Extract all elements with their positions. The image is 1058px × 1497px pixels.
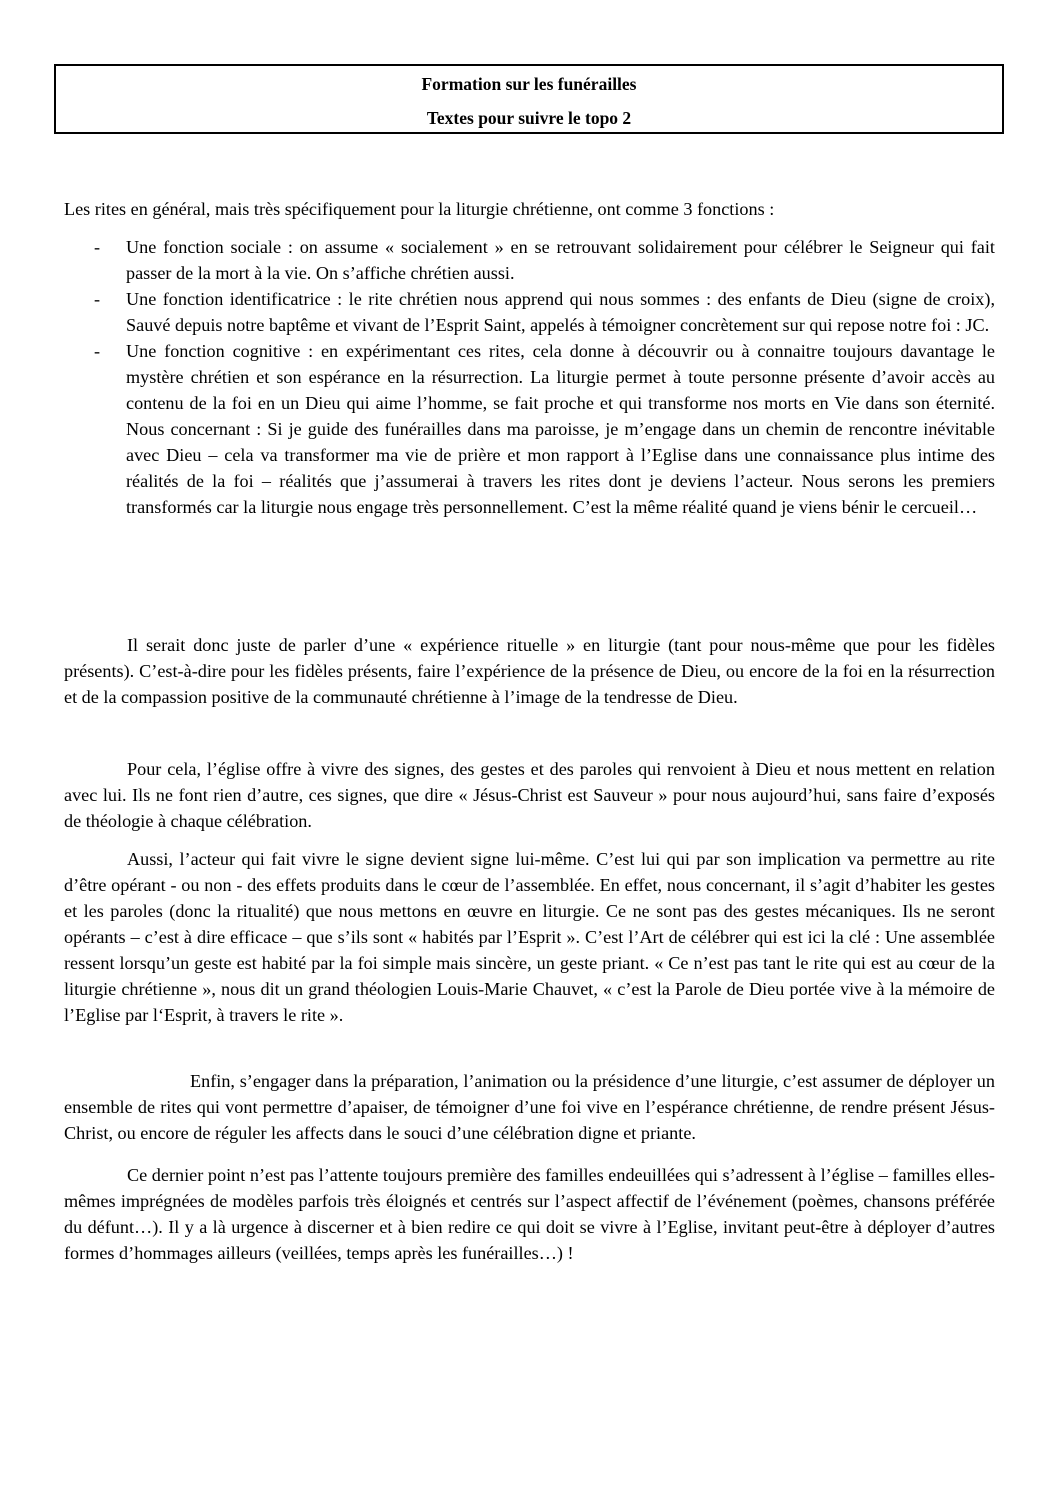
list-item-social-function — [64, 234, 995, 286]
dash-bullet-icon: - — [94, 237, 101, 257]
paragraph-actor: Aussi, l’acteur qui fait vivre le signe devient signe lui-même. C’est lui qui par son implication va permettre au rite d’être opérant - ou non - des effets produits dans le cœur de l’assemblée. En effet, nous concernant, il s’agit d’habiter les gestes et les paroles (donc la ritualité) que nous mettons en œuvre en liturgie. Ce ne sont pas des gestes mécaniques. Ils ne seront opérants – c’est à dire efficace – que s’ils sont « habités par l’Esprit ». C’est l’Art de célébrer qui est ici la clé : Une assemblée ressent lorsqu’un geste est habité par la foi simple mais sincère, un geste priant. « Ce n’est pas tant le rite qui est au cœur de la liturgie chrétienne », nous dit un grand théologien Louis-Marie Chauvet, « c’est la Parole de Dieu portée vive à la mémoire de l’Eglise par l‘Esprit, à travers le rite ». — [64, 849, 995, 1025]
list-item-cognitive-function — [64, 338, 995, 520]
functions-list — [64, 234, 995, 520]
paragraph-engagement: Enfin, s’engager dans la préparation, l’animation ou la présidence d’une liturgie, c’est assumer de déployer un ensemble de rites qui vont permettre d’apaiser, de témoigner d’une foi vive en l’espérance chrétienne, de rendre présent Jésus-Christ, ou encore de réguler les affects dans le souci d’une célébration digne et priante. — [64, 1071, 995, 1143]
paragraph-signs: Pour cela, l’église offre à vivre des signes, des gestes et des paroles qui renvoient à Dieu et nous mettent en relation avec lui. Ils ne font rien d’autre, ces signes, que dire « Jésus-Christ est Sauveur » pour nous aujourd’hui, sans faire d’exposés de théologie à chaque célébration. — [64, 759, 995, 831]
list-item-text: Une fonction identificatrice : le rite chrétien nous apprend qui nous sommes : des enfants de Dieu (signe de croix), Sauvé depuis notre baptême et vivant de l’Esprit Saint, appelés à témoigner concrètement sur qui repose notre foi : JC. — [126, 289, 995, 335]
list-item-text: Une fonction cognitive : en expérimentant ces rites, cela donne à découvrir ou à connaitre toujours davantage le mystère chrétien et son espérance en la résurrection. La liturgie permet à toute personne présente d’avoir accès au contenu de la foi en un Dieu qui aime l’homme, se fait proche et qui transforme nos morts en Vie dans son éternité. Nous concernant : Si je guide des funérailles dans ma paroisse, je m’engage dans un chemin de rencontre inévitable avec Dieu – cela va transformer ma vie de prière et mon rapport à l’Eglise dans une connaissance plus intime des réalités de la foi – réalités que j’assumerai à travers les rites dont je deviens l’acteur. Nous serons les premiers transformés car la liturgie nous engage très personnellement. C’est la même réalité quand je viens bénir le cercueil… — [126, 341, 995, 517]
list-item-text: Une fonction sociale : on assume « socialement » en se retrouvant solidairement pour célébrer le Seigneur qui fait passer de la mort à la vie. On s’affiche chrétien aussi. — [126, 237, 995, 283]
intro-paragraph: Les rites en général, mais très spécifiquement pour la liturgie chrétienne, ont comme 3 fonctions : — [64, 199, 775, 219]
document-subtitle: Textes pour suivre le topo 2 — [426, 108, 632, 128]
dash-bullet-icon: - — [94, 341, 101, 361]
list-item-identification-function — [64, 286, 995, 338]
paragraph-families: Ce dernier point n’est pas l’attente toujours première des familles endeuillées qui s’adressent à l’église – familles elles-mêmes imprégnées de modèles parfois très éloignés et centrés sur l’aspect affectif de l’événement (poèmes, chansons préférée du défunt…). Il y a là urgence à discerner et à bien redire ce qui doit se vivre à l’Eglise, invitant peut-être à déployer d’autres formes d’hommages ailleurs (veillées, temps après les funérailles…) ! — [64, 1165, 995, 1263]
dash-bullet-icon: - — [94, 289, 101, 309]
title-box — [54, 64, 1004, 134]
paragraph-ritual-experience: Il serait donc juste de parler d’une « expérience rituelle » en liturgie (tant pour nous-même que pour les fidèles présents). C’est-à-dire pour les fidèles présents, faire l’expérience de la présence de Dieu, ou encore de la foi en la résurrection et de la compassion positive de la communauté chrétienne à l’image de la tendresse de Dieu. — [64, 635, 995, 707]
document-title: Formation sur les funérailles — [421, 74, 637, 94]
